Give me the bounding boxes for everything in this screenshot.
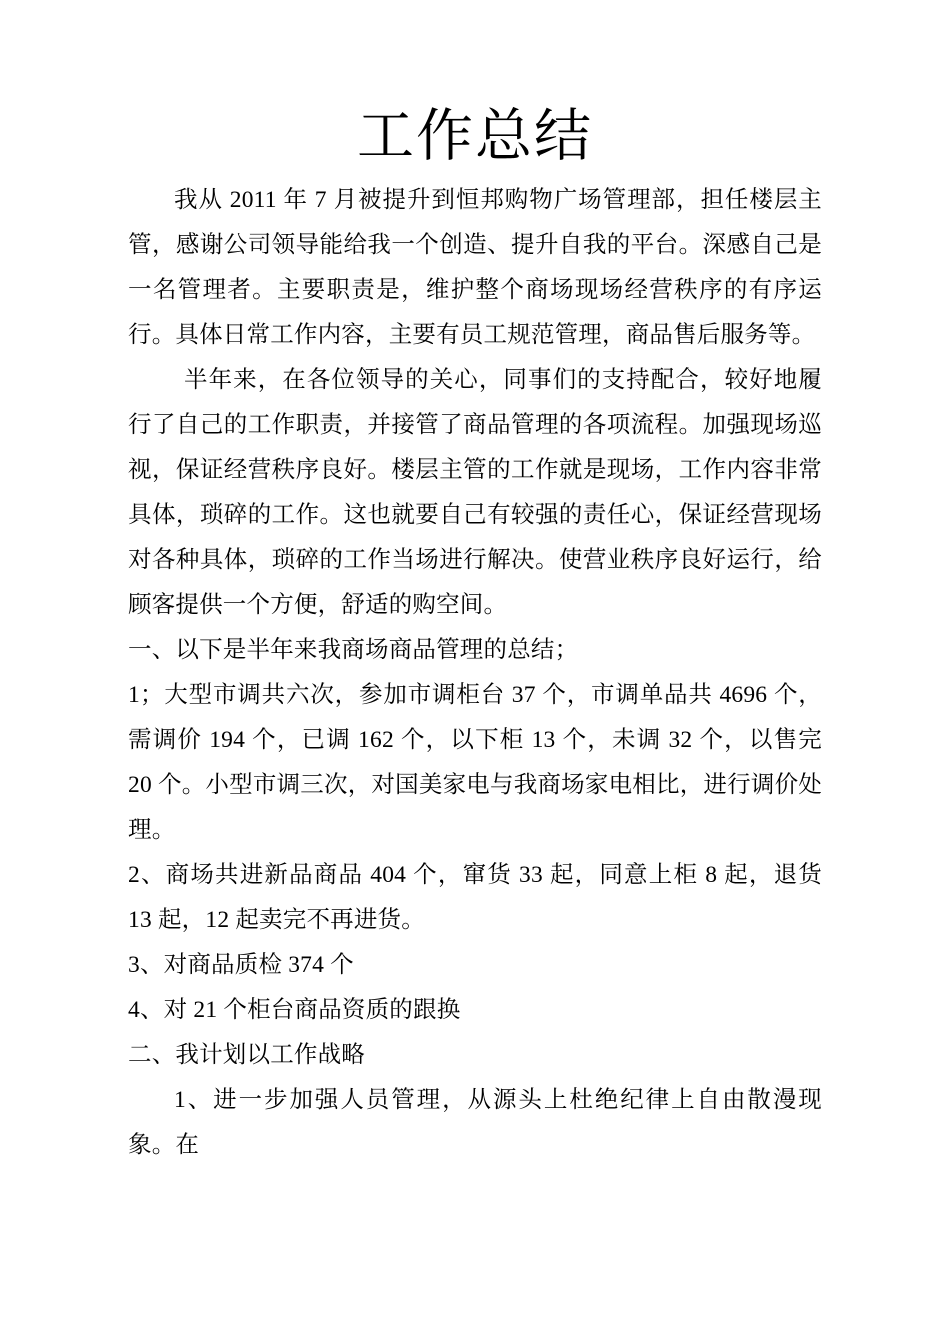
page-title: 工作总结 <box>357 105 593 168</box>
paragraph-5-item-2: 2、商场共进新品商品 404 个，窜货 33 起，同意上柜 8 起，退货 13 起，12 起卖完不再进货。 <box>128 861 822 933</box>
paragraph-7-item-4: 4、对 21 个柜台商品资质的跟换 <box>128 996 461 1023</box>
paragraph-4-item-1: 1；大型市调共六次，参加市调柜台 37 个，市调单品共 4696 个，需调价 194 个，已调 162 个，以下柜 13 个，未调 32 个，以售完 20 个。小型市调三次，对国美家电与我商场家电相比，进行调价处理。 <box>128 681 822 843</box>
paragraph-2: 半年来，在各位领导的关心，同事们的支持配合，较好地履行了自己的工作职责，并接管了商品管理的各项流程。加强现场巡视，保证经营秩序良好。楼层主管的工作就是现场，工作内容非常具体，琐碎的工作。这也就要自己有较强的责任心，保证经营现场对各种具体，琐碎的工作当场进行解决。使营业秩序良好运行，给顾客提供一个方便，舒适的购空间。 <box>128 366 822 618</box>
paragraph-6-item-3: 3、对商品质检 374 个 <box>128 951 354 978</box>
paragraph-1: 我从 2011 年 7 月被提升到恒邦购物广场管理部，担任楼层主管，感谢公司领导能给我一个创造、提升自我的平台。深感自己是一名管理者。主要职责是，维护整个商场现场经营秩序的有序运行。具体日常工作内容，主要有员工规范管理，商品售后服务等。 <box>128 186 822 348</box>
paragraph-3-section-one-heading: 一、以下是半年来我商场商品管理的总结； <box>128 636 579 663</box>
paragraph-9-item-1: 1、进一步加强人员管理，从源头上杜绝纪律上自由散漫现象。在 <box>128 1086 822 1158</box>
paragraph-8-section-two-heading: 二、我计划以工作战略 <box>128 1041 365 1068</box>
